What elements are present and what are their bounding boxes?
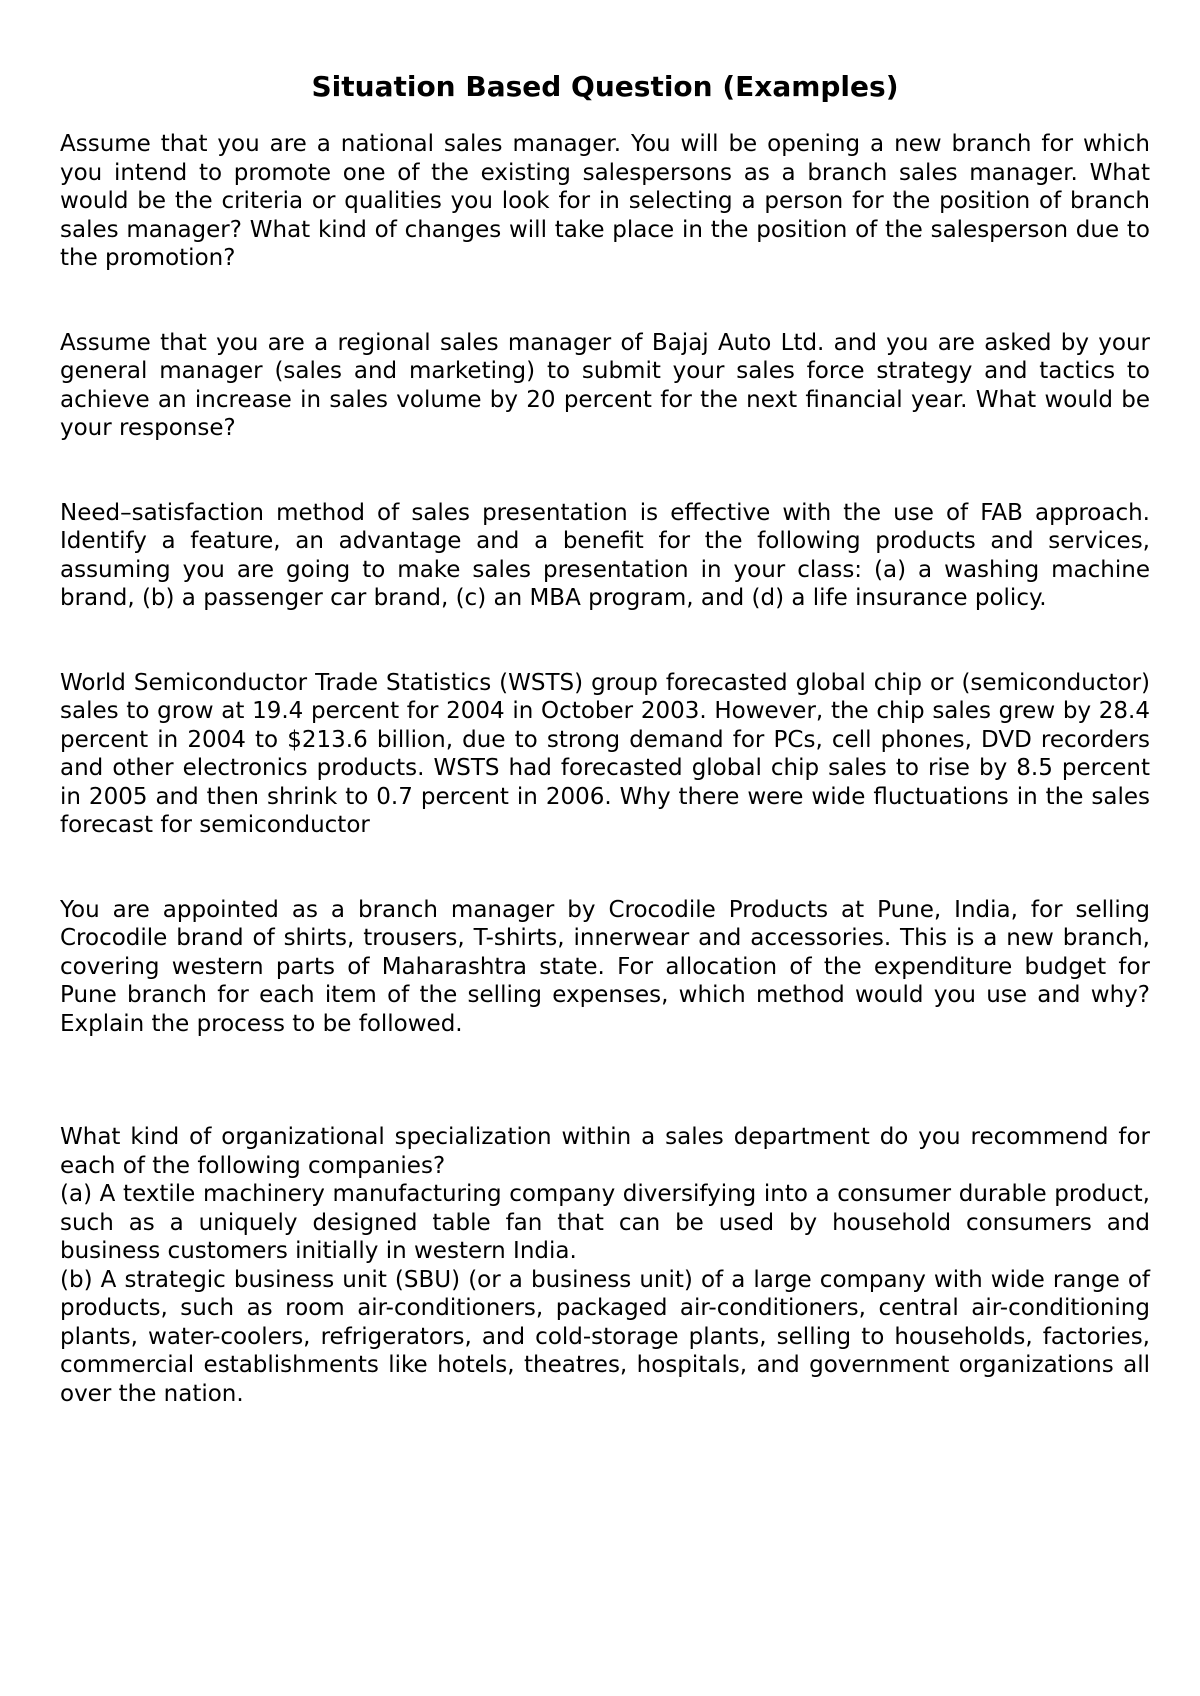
page-title: Situation Based Question (Examples): [311, 70, 899, 103]
question-6-intro: What kind of organizational specialization within a sales department do you recommend for each of the following companies?: [60, 1124, 1150, 1179]
document-page: [60, 70, 1150, 1408]
question-6-part-b: (b) A strategic business unit (SBU) (or a business unit) of a large company with wide range of products, such as room air-conditioners, packaged air-conditioners, central air-conditioning plants, water-coolers, refrigerators, and cold-storage plants, selling to households, factories, commercial establishments like hotels, theatres, hospitals, and government organizations all over the nation.: [60, 1266, 1150, 1407]
question-6: [60, 1123, 1150, 1408]
question-2: Assume that you are a regional sales manager of Bajaj Auto Ltd. and you are asked by your general manager (sales and marketing) to submit your sales force strategy and tactics to achieve an increase in sales volume by 20 percent for the next financial year. What would be your response?: [60, 329, 1150, 441]
question-6-part-a: (a) A textile machinery manufacturing company diversifying into a consumer durable product, such as a uniquely designed table fan that can be used by household consumers and business customers initially in western India.: [60, 1181, 1150, 1264]
question-3: Need–satisfaction method of sales presentation is effective with the use of FAB approach. Identify a feature, an advantage and a benefit for the following products and services, assuming you are going to make sales presentation in your class: (a) a washing machine brand, (b) a passenger car brand, (c) an MBA program, and (d) a life insurance policy.: [60, 499, 1150, 611]
question-1: Assume that you are a national sales manager. You will be opening a new branch for which you intend to promote one of the existing salespersons as a branch sales manager. What would be the criteria or qualities you look for in selecting a person for the position of branch sales manager? What kind of changes will take place in the position of the salesperson due to the promotion?: [60, 131, 1150, 271]
question-4: World Semiconductor Trade Statistics (WSTS) group forecasted global chip or (semiconductor) sales to grow at 19.4 percent for 2004 in October 2003. However, the chip sales grew by 28.4 percent in 2004 to $213.6 billion, due to strong demand for PCs, cell phones, DVD recorders and other electronics products. WSTS had forecasted global chip sales to rise by 8.5 percent in 2005 and then shrink to 0.7 percent in 2006. Why there were wide fluctuations in the sales forecast for semiconductor: [60, 669, 1150, 838]
question-5: You are appointed as a branch manager by Crocodile Products at Pune, India, for selling Crocodile brand of shirts, trousers, T-shirts, innerwear and accessories. This is a new branch, covering western parts of Maharashtra state. For allocation of the expenditure budget for Pune branch for each item of the selling expenses, which method would you use and why? Explain the process to be followed.: [60, 896, 1150, 1037]
